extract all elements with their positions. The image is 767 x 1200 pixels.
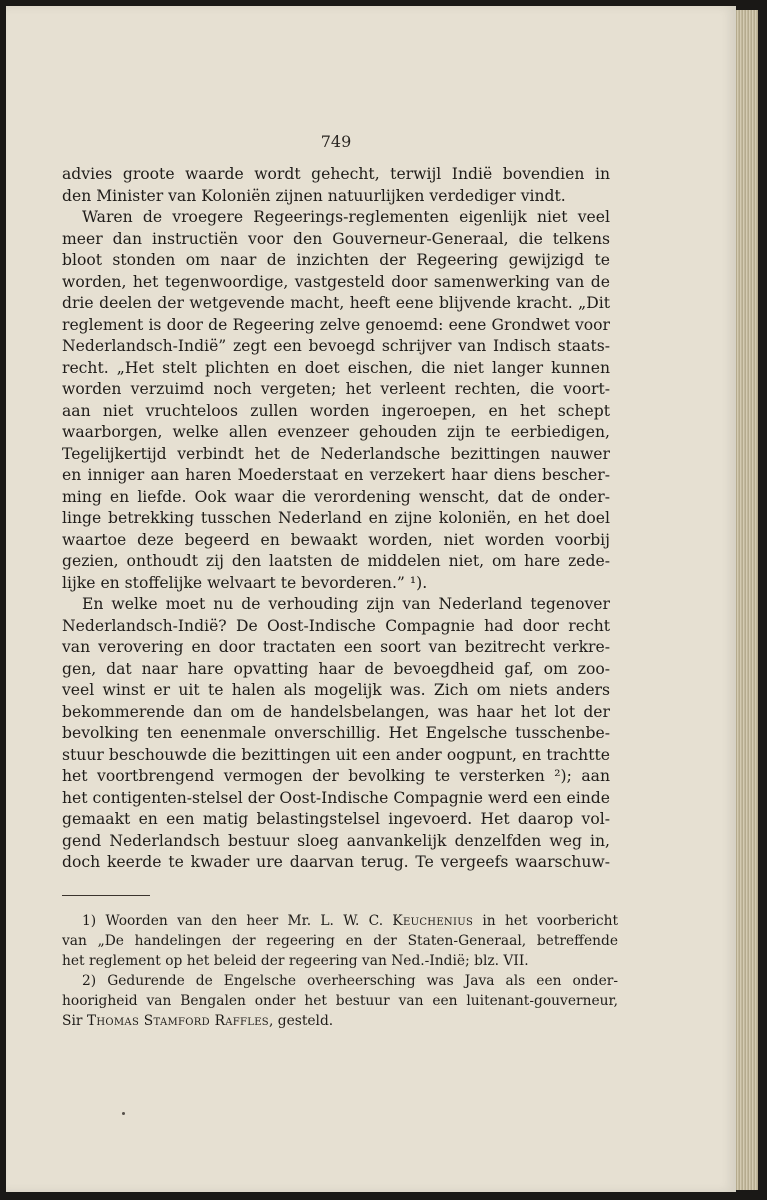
- text-line: Waren de vroegere Regeerings-reglementen eigenlijk niet veel: [82, 208, 610, 226]
- footnote-author-name: Keuchenius: [392, 913, 474, 929]
- footnote-line: [62, 1011, 618, 1031]
- text-line: doch keerde te kwader ure daarvan terug. Te vergeefs waarschuw-: [62, 853, 610, 871]
- footnote-line: hoorigheid van Bengalen onder het bestuur van een luitenant-gouverneur,: [62, 993, 618, 1009]
- paper-speck: [122, 1112, 125, 1115]
- footnote-divider: [62, 895, 150, 896]
- text-line: ming en liefde. Ook waar die verordening wenscht, dat de onder-: [62, 487, 610, 506]
- text-line: het contigenten-stelsel der Oost-Indische Compagnie werd een einde: [62, 788, 610, 807]
- footnote-line: het reglement op het beleid der regeering van Ned.-Indië; blz. VII.: [62, 953, 529, 969]
- text-line: lijke en stoffelijke welvaart te bevorderen.” ¹).: [62, 573, 428, 592]
- text-line: veel winst er uit te halen als mogelijk was. Zich om niets anders: [62, 681, 610, 699]
- book-page: [6, 6, 736, 1192]
- text-line: den Minister van Koloniën zijnen natuurlijken verdediger vindt.: [62, 186, 566, 205]
- footnotes: [62, 911, 618, 1031]
- text-line: bekommerende dan om de handelsbelangen, was haar het lot der: [62, 702, 610, 721]
- footnote-text: , gesteld.: [268, 1013, 334, 1029]
- text-line: En welke moet nu de verhouding zijn van Nederland tegenover: [82, 595, 610, 613]
- footnote-text: in het voorbericht: [473, 913, 619, 929]
- text-line: meer dan instructiën voor den Gouverneur-Generaal, die telkens: [62, 229, 610, 248]
- footnote-text: Sir: [62, 1013, 87, 1029]
- text-line: het voortbrengend vermogen der bevolking te versterken ²); aan: [62, 767, 610, 785]
- text-line: gend Nederlandsch bestuur sloeg aanvankelijk denzelfden weg in,: [62, 831, 610, 850]
- footnote-person-name: Thomas Stamford Raffles: [86, 1013, 269, 1029]
- text-line: gezien, onthoudt zij den laatsten de middelen niet, om hare zede-: [62, 552, 610, 570]
- text-line: drie deelen der wetgevende macht, heeft eene blijvende kracht. „Dit: [62, 294, 610, 312]
- text-line: Nederlandsch-Indië” zegt een bevoegd schrijver van Indisch staats-: [62, 337, 610, 355]
- text-line: en inniger aan haren Moederstaat en verzekert haar diens bescher-: [62, 466, 610, 484]
- text-line: aan niet vruchteloos zullen worden ingeroepen, en het schept: [62, 401, 610, 420]
- text-line: gen, dat naar hare opvatting haar de bevoegdheid gaf, om zoo-: [62, 659, 610, 678]
- footnote-line: van „De handelingen der regeering en der Staten-Generaal, betreffende: [62, 933, 618, 949]
- text-line: Tegelijkertijd verbindt het de Nederlandsche bezittingen nauwer: [62, 444, 610, 463]
- footnote-text: 1) Woorden van den heer Mr. L. W. C.: [82, 913, 393, 929]
- text-line: gemaakt en een matig belastingstelsel ingevoerd. Het daarop vol-: [62, 810, 610, 828]
- text-line: reglement is door de Regeering zelve genoemd: eene Grondwet voor: [62, 315, 610, 334]
- footnote-1: [62, 911, 618, 931]
- text-line: stuur beschouwde die bezittingen uit een ander oogpunt, en trachtte: [62, 745, 610, 764]
- text-line: worden, het tegenwoordige, vastgesteld door samenwerking van de: [62, 272, 610, 291]
- text-line: Nederlandsch-Indië? De Oost-Indische Compagnie had door recht: [62, 616, 610, 635]
- body-text: [62, 164, 610, 874]
- text-line: bevolking ten eenenmale onverschillig. Het Engelsche tusschenbe-: [62, 724, 610, 742]
- text-line: advies groote waarde wordt gehecht, terwijl Indië bovendien in: [62, 165, 610, 183]
- text-line: linge betrekking tusschen Nederland en zijne koloniën, en het doel: [62, 509, 610, 527]
- text-line: van verovering en door tractaten een soort van bezitrecht verkre-: [62, 638, 610, 656]
- text-line: recht. „Het stelt plichten en doet eischen, die niet langer kunnen: [62, 358, 610, 377]
- page-number: 749: [320, 132, 352, 151]
- text-line: waartoe deze begeerd en bewaakt worden, niet worden voorbij: [62, 530, 610, 549]
- text-line: worden verzuimd noch vergeten; het verleent rechten, die voort-: [62, 380, 610, 398]
- text-line: waarborgen, welke allen evenzeer gehouden zijn te eerbiedigen,: [62, 423, 610, 441]
- page-edge: [736, 10, 758, 1190]
- footnote-2: 2) Gedurende de Engelsche overheersching was Java als een onder-: [82, 973, 618, 989]
- text-line: bloot stonden om naar de inzichten der Regeering gewijzigd te: [62, 251, 610, 269]
